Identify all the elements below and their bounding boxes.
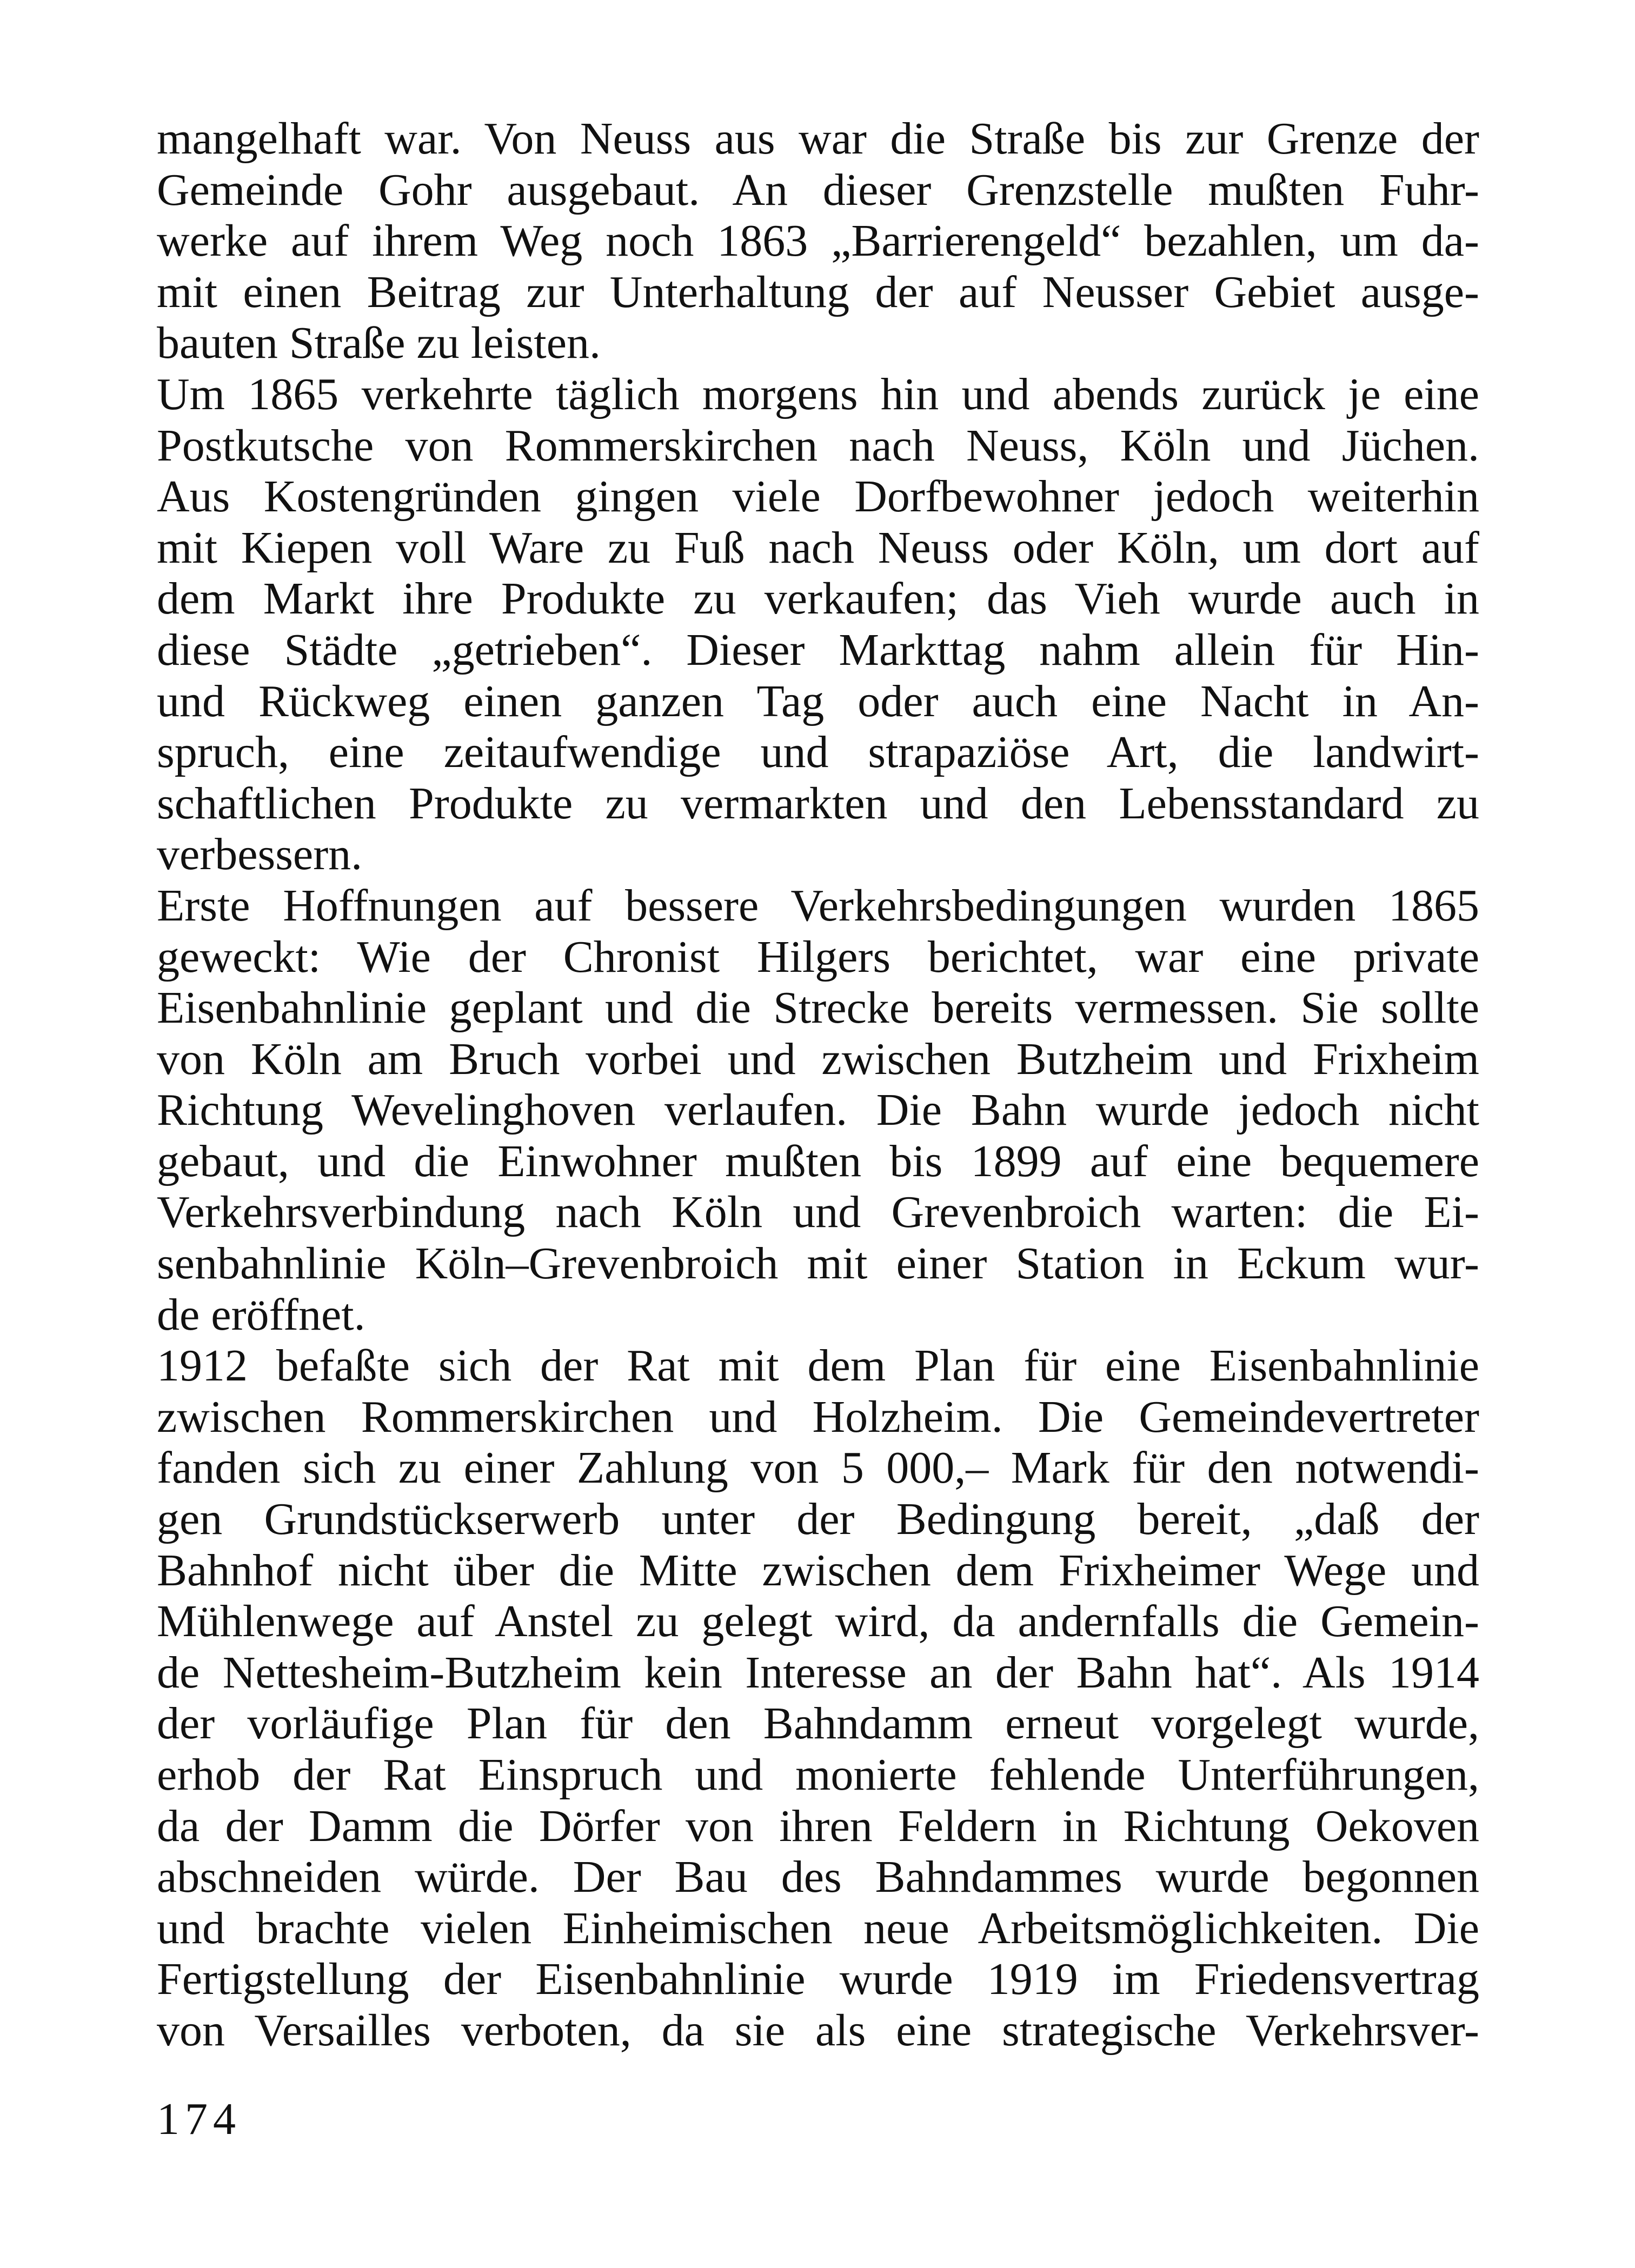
text-line: Richtung Wevelinghoven verlaufen. Die Bahn wurde jedoch nicht <box>157 1085 1479 1136</box>
text-line: de Nettesheim-Butzheim kein Interesse an der Bahn hat“. Als 1914 <box>157 1647 1479 1698</box>
text-line: Mühlenwege auf Anstel zu gelegt wird, da andernfalls die Gemein- <box>157 1596 1479 1647</box>
text-line: Gemeinde Gohr ausgebaut. An dieser Grenzstelle mußten Fuhr- <box>157 164 1479 215</box>
text-line: werke auf ihrem Weg noch 1863 „Barrierengeld“ bezahlen, um da- <box>157 216 1479 266</box>
text-line: spruch, eine zeitaufwendige und strapaziöse Art, die landwirt- <box>157 727 1479 778</box>
text-line: 1912 befaßte sich der Rat mit dem Plan für eine Eisenbahnlinie <box>157 1340 1479 1391</box>
text-line: da der Damm die Dörfer von ihren Feldern in Richtung Oekoven <box>157 1800 1479 1851</box>
text-line: bauten Straße zu leisten. <box>157 318 601 369</box>
text-line: geweckt: Wie der Chronist Hilgers berichtet, war eine private <box>157 931 1479 982</box>
text-line: von Köln am Bruch vorbei und zwischen Butzheim und Frixheim <box>157 1033 1479 1084</box>
text-line: Verkehrsverbindung nach Köln und Grevenbroich warten: die Ei- <box>157 1187 1479 1238</box>
text-line: diese Städte „getrieben“. Dieser Markttag nahm allein für Hin- <box>157 624 1479 675</box>
text-line: gebaut, und die Einwohner mußten bis 1899 auf eine bequemere <box>157 1136 1479 1186</box>
text-line: Aus Kostengründen gingen viele Dorfbewohner jedoch weiterhin <box>157 471 1479 522</box>
text-line: senbahnlinie Köln–Grevenbroich mit einer Station in Eckum wur- <box>157 1238 1479 1289</box>
text-line: verbessern. <box>157 829 363 880</box>
text-line: fanden sich zu einer Zahlung von 5 000,– Mark für den notwendi- <box>157 1443 1479 1493</box>
text-line: Fertigstellung der Eisenbahnlinie wurde 1919 im Friedensvertrag <box>157 1954 1479 2005</box>
text-line: und brachte vielen Einheimischen neue Arbeitsmöglichkeiten. Die <box>157 1903 1479 1953</box>
text-line: dem Markt ihre Produkte zu verkaufen; das Vieh wurde auch in <box>157 573 1479 624</box>
text-line: schaftlichen Produkte zu vermarkten und den Lebensstandard zu <box>157 778 1479 829</box>
text-line: mit Kiepen voll Ware zu Fuß nach Neuss oder Köln, um dort auf <box>157 522 1479 573</box>
text-line: von Versailles verboten, da sie als eine strategische Verkehrsver- <box>157 2005 1479 2056</box>
text-line: de eröffnet. <box>157 1289 365 1340</box>
text-line: abschneiden würde. Der Bau des Bahndammes wurde begonnen <box>157 1852 1479 1903</box>
text-line: Bahnhof nicht über die Mitte zwischen dem Frixheimer Wege und <box>157 1545 1479 1596</box>
text-line: Eisenbahnlinie geplant und die Strecke bereits vermessen. Sie sollte <box>157 983 1479 1033</box>
text-line: der vorläufige Plan für den Bahndamm erneut vorgelegt wurde, <box>157 1698 1479 1749</box>
text-line: mangelhaft war. Von Neuss aus war die Straße bis zur Grenze der <box>157 114 1479 164</box>
text-line: Postkutsche von Rommerskirchen nach Neuss, Köln und Jüchen. <box>157 420 1479 471</box>
text-line: zwischen Rommerskirchen und Holzheim. Die Gemeindevertreter <box>157 1391 1479 1442</box>
text-line: erhob der Rat Einspruch und monierte fehlende Unterführungen, <box>157 1750 1479 1800</box>
text-line: Um 1865 verkehrte täglich morgens hin und abends zurück je eine <box>157 369 1479 419</box>
text-line: gen Grundstückserwerb unter der Bedingung bereit, „daß der <box>157 1494 1479 1545</box>
text-line: und Rückweg einen ganzen Tag oder auch eine Nacht in An- <box>157 676 1479 726</box>
page-number: 174 <box>157 2094 241 2144</box>
body-text <box>157 114 1479 2057</box>
text-line: mit einen Beitrag zur Unterhaltung der auf Neusser Gebiet ausge- <box>157 266 1479 317</box>
text-line: Erste Hoffnungen auf bessere Verkehrsbedingungen wurden 1865 <box>157 880 1479 931</box>
